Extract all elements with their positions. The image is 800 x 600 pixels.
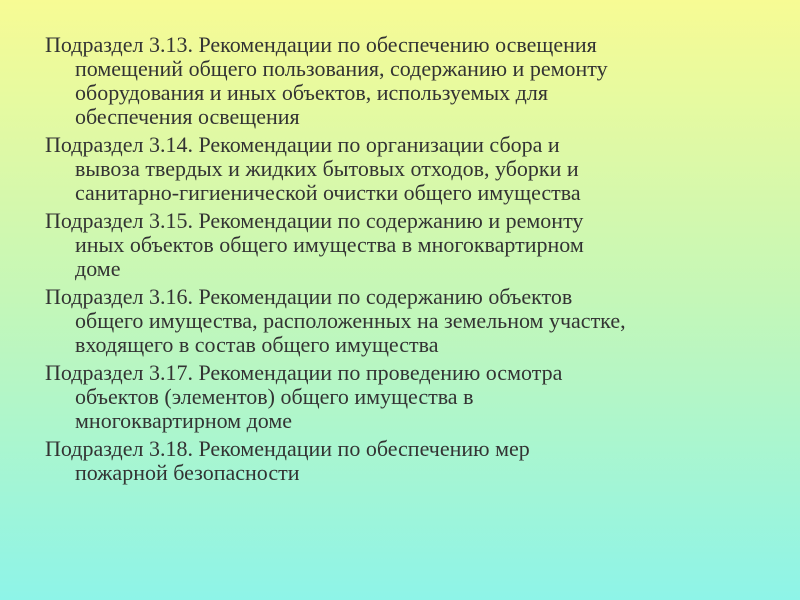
item-line: санитарно-гигиенической очистки общего имущества xyxy=(75,180,581,205)
item-line: помещений общего пользования, содержанию и ремонту xyxy=(75,56,608,81)
item-line: входящего в состав общего имущества xyxy=(75,332,439,357)
subsection-3-16 xyxy=(45,285,760,357)
item-line: Подраздел 3.14. Рекомендации по организации сбора и xyxy=(45,132,560,157)
item-line: Подраздел 3.18. Рекомендации по обеспечению мер xyxy=(45,436,530,461)
subsection-3-17 xyxy=(45,361,760,433)
item-line: доме xyxy=(75,256,121,281)
subsection-list xyxy=(45,33,760,485)
item-line: Подраздел 3.16. Рекомендации по содержанию объектов xyxy=(45,284,573,309)
item-line: общего имущества, расположенных на земельном участке, xyxy=(75,308,626,333)
item-line: пожарной безопасности xyxy=(75,460,300,485)
item-line: Подраздел 3.15. Рекомендации по содержанию и ремонту xyxy=(45,208,584,233)
item-line: оборудования и иных объектов, используемых для xyxy=(75,80,548,105)
subsection-3-13 xyxy=(45,33,760,129)
item-line: иных объектов общего имущества в многоквартирном xyxy=(75,232,584,257)
item-line: вывоза твердых и жидких бытовых отходов, уборки и xyxy=(75,156,579,181)
item-line: объектов (элементов) общего имущества в xyxy=(75,384,474,409)
item-line: Подраздел 3.13. Рекомендации по обеспечению освещения xyxy=(45,32,597,57)
subsection-3-18 xyxy=(45,437,760,485)
item-line: обеспечения освещения xyxy=(75,104,300,129)
item-line: Подраздел 3.17. Рекомендации по проведению осмотра xyxy=(45,360,563,385)
subsection-3-14 xyxy=(45,133,760,205)
item-line: многоквартирном доме xyxy=(75,408,293,433)
subsection-3-15 xyxy=(45,209,760,281)
